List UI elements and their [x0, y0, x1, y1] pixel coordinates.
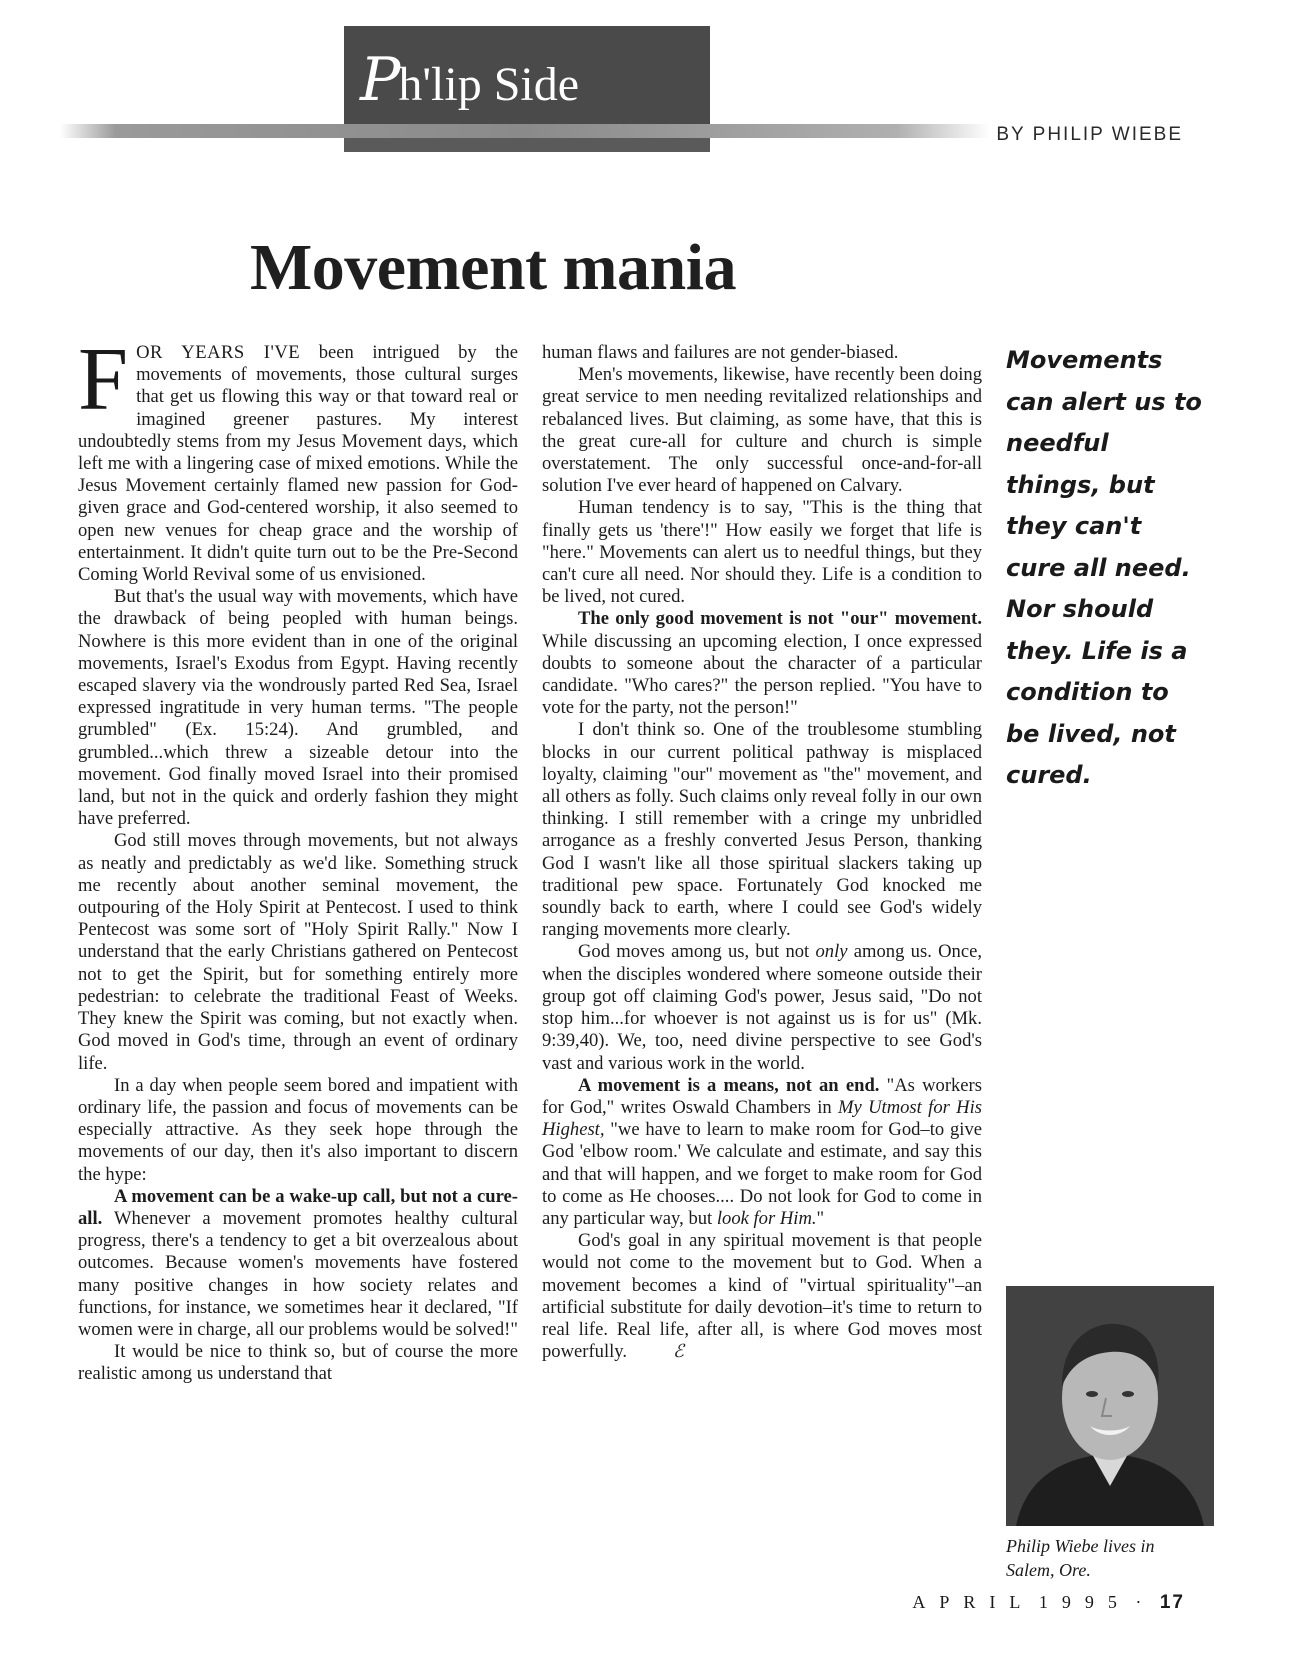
- headline: Movement mania: [250, 231, 737, 304]
- column-title: [360, 40, 700, 120]
- paragraph: Men's movements, likewise, have recently been doing great service to men needing revitalized relationships and rebalanced lives. But claiming, as some have, that this is the great cure-all for culture and church is simple overstatement. The only successful once-and-for-all solution I've ever heard of happened on Calvary.: [542, 364, 982, 497]
- footer-year: 1995: [1038, 1592, 1131, 1612]
- paragraph: A movement is a means, not an end. "As workers for God," writes Oswald Chambers in My Utmost for His Highest, "we have to learn to make room for God–to give God 'elbow room.' We calculate and estimate, and say this and that will happen, and we forget to make room for God to come as He chooses.... Do not look for God to come in any particular way, but look for Him.": [542, 1074, 983, 1229]
- page-number: 17: [1159, 1592, 1185, 1613]
- paragraph: God still moves through movements, but not always as neatly and predictably as we'd like. Something struck me recently about another seminal movement, the outpouring of the Holy Spirit at Pentecost. I used to think Pentecost was some sort of "Holy Spirit Rally." Now I understand that the early Christians gathered on Pentecost not to get the Spirit, but for something entirely more pedestrian: to celebrate the traditional Feast of Weeks. They knew the Spirit was coming, but not exactly when. God moved in God's time, through an event of ordinary life.: [78, 830, 518, 1074]
- paragraph: FOR YEARS I'VE been intrigued by the movements of movements, those cultural surges that get us flowing this way or that toward real or imagined greener pastures. My interest undoubtedly stems from my Jesus Movement days, which left me with a lingering case of mixed emotions. While the Jesus Movement certainly flamed new passion for God-given grace and God-centered worship, it also seemed to open new venues for cheap grace and the worship of entertainment. It didn't quite turn out to be the Pre-Second Coming World Revival some of us envisioned.: [78, 330, 518, 586]
- paragraph: I don't think so. One of the troublesome stumbling blocks in our current political pathway is misplaced loyalty, claiming "our" movement as "the" movement, and all others as folly. Such claims only reveal folly in our own thinking. I still remember with a cringe my unbridled arrogance as a freshly converted Jesus Person, thanking God I wasn't like all those spiritual slackers taking up traditional pew space. Fortunately God knocked me soundly back to earth, where I could see God's widely ranging movements more clearly.: [542, 719, 982, 941]
- paragraph: A movement can be a wake-up call, but not a cure-all. Whenever a movement promotes healthy cultural progress, there's a tendency to get a bit overzealous about outcomes. Because women's movements have fostered many positive changes in how society relates and functions, for instance, we sometimes hear it declared, "If women were in charge, all our problems would be solved!": [78, 1185, 518, 1340]
- paragraph: But that's the usual way with movements, which have the drawback of being peopled with human beings. Nowhere is this more evident than in one of the original movements, Israel's Exodus from Egypt. Having recently escaped slavery via the wondrously parted Red Sea, Israel expressed ingratitude in very human terms. "The people grumbled" (Ex. 15:24). And grumbled, and grumbled...which threw a sizeable detour into the movement. God finally moved Israel into their promised land, but not in the quick and orderly fashion they might have preferred.: [78, 586, 518, 830]
- header-rule: [60, 124, 990, 138]
- lead-in: OR YEARS I'VE: [136, 342, 301, 363]
- byline: BY PHILIP WIEBE: [996, 124, 1183, 145]
- page-footer: [912, 1592, 1185, 1614]
- author-portrait-icon: [1006, 1286, 1214, 1526]
- subhead: A movement can be a wake-up call, but not a cure-all.: [78, 1185, 518, 1229]
- paragraph: Human tendency is to say, "This is the thing that finally gets us 'there'!" How easily we forget that life is "here." Movements can alert us to needful things, but they can't cure all need. Nor should they. Life is a condition to be lived, not cured.: [542, 497, 982, 608]
- paragraph: human flaws and failures are not gender-biased.: [542, 342, 899, 363]
- article-column-left: [78, 330, 518, 1386]
- footer-separator: ·: [1135, 1592, 1142, 1612]
- column-title-initial: P: [360, 45, 401, 115]
- photo-caption: Philip Wiebe lives in Salem, Ore.: [1006, 1536, 1155, 1580]
- subhead: A movement is a means, not an end.: [578, 1074, 880, 1096]
- paragraph: It would be nice to think so, but of course the more realistic among us understand that: [78, 1341, 518, 1385]
- footer-month: APRIL: [912, 1592, 1035, 1612]
- subhead: The only good movement is not "our" movement.: [578, 608, 982, 630]
- column-title-text: h'lip Side: [398, 58, 580, 111]
- drop-cap: F: [78, 330, 129, 429]
- paragraph: God moves among us, but not only among us. Once, when the disciples wondered where someone outside their group got off claiming God's power, Jesus said, "Do not stop him...for whoever is not against us is for us" (Mk. 9:39,40). We, too, need divine perspective to see God's vast and various work in the world.: [542, 941, 982, 1074]
- paragraph: In a day when people seem bored and impatient with ordinary life, the passion and focus of movements can be especially attractive. As they seek hope through the movements of our day, then it's also important to discern the hype:: [78, 1074, 518, 1185]
- end-mark-icon: ℰ: [673, 1341, 684, 1363]
- author-photo: [1006, 1286, 1214, 1526]
- paragraph: The only good movement is not "our" movement. While discussing an upcoming election, I once expressed doubts to someone about the character of a particular candidate. "Who cares?" the person replied. "You have to vote for the party, not the person!": [542, 608, 982, 719]
- article-column-middle: [542, 342, 982, 1363]
- pull-quote: Movements can alert us to needful things, but they can't cure all need. Nor should they. Life is a condition to be lived, not cured.: [1006, 346, 1202, 789]
- paragraph: God's goal in any spiritual movement is that people would not come to the movement but to God. When a movement becomes a kind of "virtual spirituality"–an artificial substitute for daily devotion–it's time to return to real life. Real life, after all, is where God moves most powerfully. ℰ: [542, 1230, 982, 1363]
